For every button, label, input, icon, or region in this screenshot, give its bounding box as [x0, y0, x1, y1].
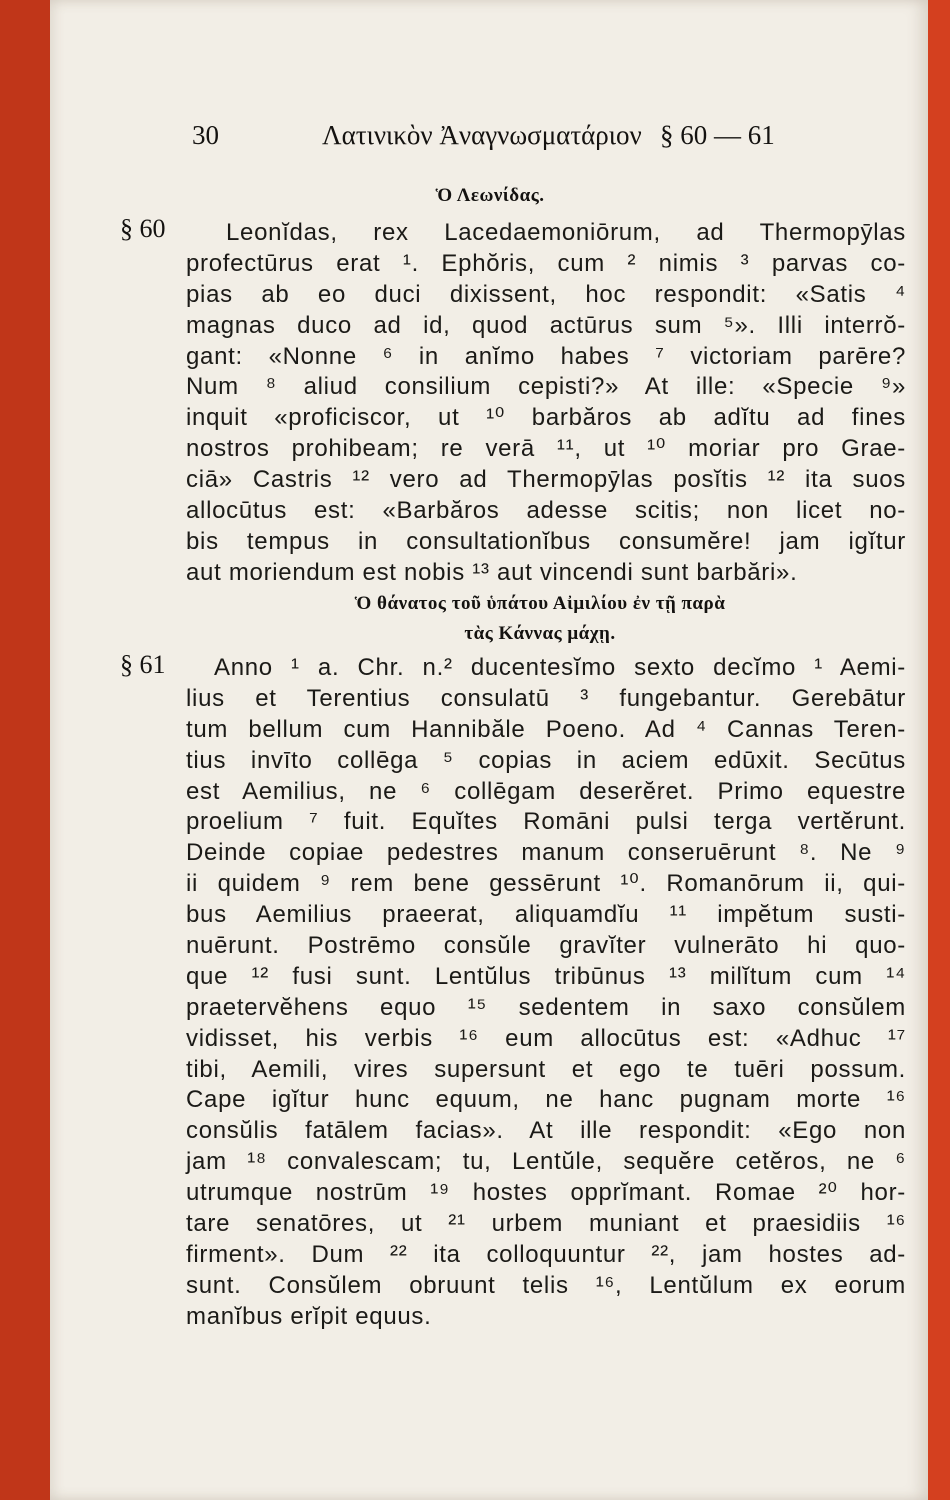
text-line: allocūtus est: «Barbăros adesse scitis; non licet no-: [186, 497, 906, 525]
section-range: § 60 — 61: [660, 120, 775, 150]
text-line: Cape igĭtur hunc equum, ne hanc pugnam morte ¹⁶: [186, 1086, 906, 1114]
text-line: aut moriendum est nobis ¹³ aut vincendi sunt barbări».: [186, 558, 798, 586]
text-line: Deinde copiae pedestres manum conseruērunt ⁸. Ne ⁹: [186, 839, 906, 867]
page-edge-left: [0, 0, 50, 1500]
running-title: Λατινικὸν Ἀναγνωσματάριον: [322, 120, 642, 150]
text-line: est Aemilius, ne ⁶ collēgam deserĕret. Primo equestre: [186, 777, 906, 805]
text-line: praetervĕhens equo ¹⁵ sedentem in saxo consŭlem: [186, 993, 906, 1021]
text-line: utrumque nostrūm ¹⁹ hostes opprĭmant. Romae ²⁰ hor-: [186, 1179, 906, 1207]
text-line: sunt. Consŭlem obruunt telis ¹⁶, Lentŭlum ex eorum: [186, 1271, 906, 1299]
text-line: Anno ¹ a. Chr. n.² ducentesĭmo sexto decĭmo ¹ Aemi-: [214, 654, 906, 681]
page-number: 30: [192, 120, 219, 150]
text-line: nuērunt. Postrēmo consŭle gravĭter vulnerāto hi quo-: [186, 932, 906, 960]
text-line: gant: «Nonne ⁶ in anĭmo habes ⁷ victoriam parēre?: [186, 342, 906, 370]
text-line: que ¹² fusi sunt. Lentŭlus tribūnus ¹³ milĭtum cum ¹⁴: [186, 962, 906, 990]
text-line: ii quidem ⁹ rem bene gessērunt ¹⁰. Romanōrum ii, qui-: [186, 870, 906, 898]
text-line: lius et Terentius consulatū ³ fungebantur. Gerebātur: [186, 684, 906, 712]
section-61-marker: § 61: [120, 650, 166, 679]
text-line: consŭlis fatālem facias». At ille respondit: «Ego non: [186, 1117, 906, 1145]
section-61-heading-line2: τὰς Κάννας μάχῃ.: [464, 623, 616, 644]
page-header: [190, 120, 790, 160]
text-line: tius invīto collēga ⁵ copias in aciem edūxit. Secūtus: [186, 746, 906, 774]
text-line: Leonĭdas, rex Lacedaemoniōrum, ad Thermopȳlas: [226, 219, 906, 246]
text-line: tare senatōres, ut ²¹ urbem muniant et praesidiis ¹⁶: [186, 1210, 906, 1238]
section-60-marker: § 60: [120, 214, 166, 243]
section-61-heading-line1: Ὁ θάνατος τοῦ ὑπάτου Αἰμιλίου ἐν τῇ παρὰ: [354, 593, 726, 614]
text-line: Num ⁸ aliud consilium cepisti?» At ille: «Specie ⁹»: [186, 373, 906, 401]
text-line: profectūrus erat ¹. Ephŏris, cum ² nimis ³ parvas co-: [186, 249, 906, 277]
text-line: nostros prohibeam; re verā ¹¹, ut ¹⁰ moriar pro Grae-: [186, 435, 906, 463]
text-line: tibi, Aemili, vires supersunt et ego te tuēri possum.: [186, 1055, 906, 1083]
text-line: pias ab eo duci dixissent, hoc respondit: «Satis ⁴: [186, 280, 906, 308]
section-61-text: [186, 653, 906, 1333]
text-line: proelium ⁷ fuit. Equĭtes Romāni pulsi terga vertĕrunt.: [186, 808, 906, 836]
text-line: magnas duco ad id, quod actūrus sum ⁵». Illi interrŏ-: [186, 311, 906, 339]
text-line: inquit «proficiscor, ut ¹⁰ barbăros ab adĭtu ad fines: [186, 404, 906, 432]
text-line: manĭbus erĭpit equus.: [186, 1302, 432, 1330]
text-line: vidisset, his verbis ¹⁶ eum allocūtus est: «Adhuc ¹⁷: [186, 1024, 906, 1052]
text-line: firment». Dum ²² ita colloquuntur ²², jam hostes ad-: [186, 1240, 906, 1268]
section-60-text: [186, 218, 906, 589]
text-line: ciā» Castris ¹² vero ad Thermopȳlas posĭtis ¹² ita suos: [186, 466, 906, 494]
page-edge-right: [928, 0, 950, 1500]
text-line: bis tempus in consultationĭbus consumĕre! jam igĭtur: [186, 527, 906, 555]
text-line: tum bellum cum Hannibăle Poeno. Ad ⁴ Cannas Teren-: [186, 715, 906, 743]
text-line: bus Aemilius praeerat, aliquamdĭu ¹¹ impĕtum susti-: [186, 901, 906, 929]
section-60-heading: Ὁ Λεωνίδας.: [435, 185, 545, 206]
text-line: jam ¹⁸ convalescam; tu, Lentŭle, sequĕre cetĕros, ne ⁶: [186, 1148, 906, 1176]
